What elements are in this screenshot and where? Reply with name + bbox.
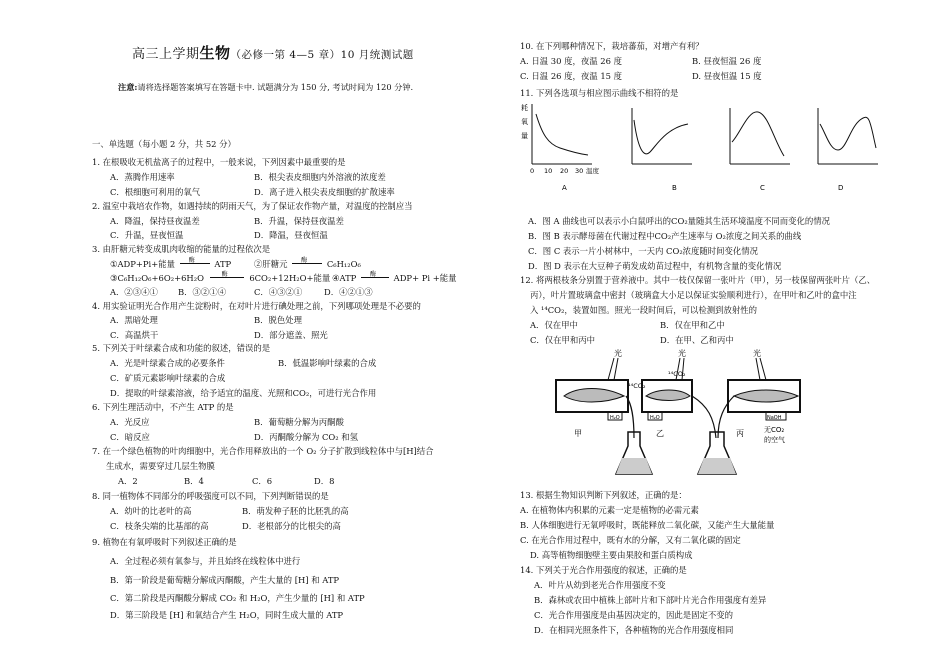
arrow-icon xyxy=(292,257,322,264)
graph-a-tick: 0 xyxy=(530,167,535,175)
leaf-yi-icon xyxy=(646,390,690,401)
graph-d-curve xyxy=(820,117,876,150)
q1-option-a: A．蒸腾作用速率 xyxy=(110,172,175,182)
air-label: 无CO₂ xyxy=(764,426,785,434)
leaf-bing-icon xyxy=(734,390,798,402)
box-label-yi: 乙 xyxy=(656,429,664,438)
q14-option-d: D．在相同光照条件下，各种植物的光合作用强度相同 xyxy=(534,625,734,635)
q1-stem: 1. 在根吸收无机盐离子的过程中，一般来说，下列因素中最重要的是 xyxy=(92,157,346,167)
q12-stem-cont: 丙），叶片置玻璃盒中密封（玻璃盒大小足以保证实验顺利进行），在甲叶和乙叶的盒中注 xyxy=(530,290,857,300)
enzyme-label: 酶 xyxy=(301,257,308,264)
q3-r1-right: ATP xyxy=(214,259,232,269)
enzyme-label: 酶 xyxy=(221,271,228,278)
q12-option-a: A．仅在甲中 xyxy=(530,320,578,330)
box-label-bing: 丙 xyxy=(736,429,744,438)
q13-option-a: A. 在植物体内积累的元素一定是植物的必需元素 xyxy=(520,505,699,515)
q13-stem: 13. 根据生物知识判断下列叙述，正确的是： xyxy=(520,490,687,500)
q7-option-a: A．2 xyxy=(118,476,138,486)
q14-option-b: B．森林或农田中植株上部叶片和下部叶片光合作用强度有差异 xyxy=(534,595,767,605)
q6-option-d: D．丙酮酸分解为 CO₂ 和氢 xyxy=(254,432,359,442)
graph-b-label: B xyxy=(672,184,677,192)
graph-a-tick: 10 xyxy=(544,167,553,175)
light-ray-icon xyxy=(614,358,618,380)
graph-c-label: C xyxy=(760,184,765,192)
q8-option-d: D．老根部分的比根尖的高 xyxy=(242,521,341,531)
q11-stem: 11. 下列各选项与相应图示曲线不相符的是 xyxy=(520,88,679,98)
q1-option-c: C．根细胞可利用的氧气 xyxy=(110,187,201,197)
q12-option-c: C．仅在甲和丙中 xyxy=(530,335,596,345)
q11-option-b: B．图 B 表示酵母菌在代谢过程中CO₂产生速率与 O₂浓度之间关系的曲线 xyxy=(528,231,802,241)
q3-r4-left: ④ATP xyxy=(332,273,357,283)
graph-a-tick: 20 xyxy=(560,167,569,175)
title-part: 高三上学期 xyxy=(132,47,200,62)
q8-stem: 8. 同一植物体不同部分的呼吸强度可以不同，下列判断错误的是 xyxy=(92,491,329,501)
q13-option-b: B. 人体细胞进行无氧呼吸时，既能释放二氧化碳，又能产生大量能量 xyxy=(520,520,775,530)
enzyme-label: 酶 xyxy=(370,271,377,278)
q11-option-a: A．图 A 曲线也可以表示小白鼠呼出的CO₂量随其生活环境温度不同而变化的情况 xyxy=(528,216,831,226)
q7-option-d: D．8 xyxy=(314,476,335,486)
graph-b-curve xyxy=(634,120,688,154)
q3-option-a: A．②③④① xyxy=(110,287,158,297)
q5-option-b: B．低温影响叶绿素的合成 xyxy=(278,358,377,368)
graph-a-xlabel: 温度 xyxy=(586,167,599,175)
graph-b xyxy=(632,108,692,192)
q11-graphs xyxy=(520,100,930,200)
q14-option-a: A．叶片从幼到老光合作用强度不变 xyxy=(534,580,666,590)
q3-r4-right: ADP+ Pi +能量 xyxy=(393,273,457,283)
q1-option-d: D．离子进入根尖表皮细胞的扩散速率 xyxy=(254,187,395,197)
graph-d xyxy=(818,108,878,192)
q9-option-a: A．全过程必须有氧参与，并且始终在线粒体中进行 xyxy=(110,556,301,566)
q9-option-d: D．第三阶段是 [H] 和氧结合产生 H₂O，同时生成大量的 ATP xyxy=(110,610,344,620)
nutrient-solution-1 xyxy=(616,458,652,474)
q2-option-b: B．升温，保持昼夜温差 xyxy=(254,216,344,226)
q3-r2-left: ②肝糖元 xyxy=(254,259,288,269)
nutrient-solution-2 xyxy=(698,458,736,474)
q5-option-c: C．矿质元素影响叶绿素的合成 xyxy=(110,373,226,383)
q6-option-b: B．葡萄糖分解为丙酮酸 xyxy=(254,417,344,427)
q4-option-a: A．黑暗处理 xyxy=(110,315,158,325)
q9-option-c: C．第二阶段是丙酮酸分解成 CO₂ 和 H₂O，产生少量的 [H] 和 ATP xyxy=(110,593,365,603)
graph-a-tick: 30 xyxy=(575,167,584,175)
q13-option-c: C. 在光合作用过程中，既有水的分解，又有二氧化碳的固定 xyxy=(520,535,741,545)
q8-option-a: A．幼叶的比老叶的高 xyxy=(110,506,192,516)
q4-option-c: C．高温烘干 xyxy=(110,330,159,340)
q6-stem: 6. 下列生理活动中，不产生 ATP 的是 xyxy=(92,402,234,412)
arrow-icon xyxy=(210,271,244,278)
light-label: 光 xyxy=(614,349,622,358)
q14-option-c: C．光合作用强度是由基因决定的，因此是固定不变的 xyxy=(534,610,734,620)
graph-a xyxy=(521,103,600,192)
q7-stem-cont: 生成水，需要穿过几层生物膜 xyxy=(106,461,215,471)
graph-a-label: A xyxy=(562,184,567,192)
q3-r3-left: ③C₆H₁₂O₆+6O₂+6H₂O xyxy=(110,273,204,283)
q7-option-b: B．4 xyxy=(184,476,204,486)
q10-option-c: C. 日温 26 度，夜温 15 度 xyxy=(520,71,623,81)
q2-stem: 2. 温室中栽培农作物，如遇持续的阴雨天气，为了保证农作物产量，对温度的控制应当 xyxy=(92,201,413,211)
q5-stem: 5. 下列关于叶绿素合成和功能的叙述，错误的是 xyxy=(92,343,271,353)
q10-option-a: A. 日温 30 度，夜温 26 度 xyxy=(520,56,622,66)
q8-option-b: B．萌发种子胚的比胚乳的高 xyxy=(242,506,349,516)
q2-option-d: D．降温，昼夜恒温 xyxy=(254,230,328,240)
q13-option-d: D. 高等植物细胞壁主要由果胶和蛋白质构成 xyxy=(530,550,693,560)
co2-label: ¹⁴CO₂ xyxy=(628,382,646,390)
q10-option-b: B. 昼夜恒温 26 度 xyxy=(692,56,762,66)
air-label: 的空气 xyxy=(764,436,785,444)
title-subject: 生物 xyxy=(199,44,231,62)
q12-option-d: D．在甲、乙和丙中 xyxy=(660,335,734,345)
q3-option-d: D．④②①③ xyxy=(324,287,373,297)
graph-a-ylabel-3: 量 xyxy=(521,132,528,140)
q9-stem: 9. 植物在有氧呼吸时下列叙述正确的是 xyxy=(92,537,237,547)
q3-r1-left: ①ADP+Pi+能量 xyxy=(110,259,176,269)
section-heading: 一、单选题（每小题 2 分，共 52 分） xyxy=(92,139,236,149)
q6-option-c: C．暗反应 xyxy=(110,432,150,442)
q12-stem-cont: 入 ¹⁴CO₂，装置如图。照光一段时间后，可以检测到放射性的 xyxy=(530,305,758,315)
q1-option-b: B．根尖表皮细胞内外溶液的浓度差 xyxy=(254,172,386,182)
q11-option-d: D．图 D 表示在大豆种子萌发成幼苗过程中，有机物含量的变化情况 xyxy=(528,261,782,271)
q9-option-b: B．第一阶段是葡萄糖分解成丙酮酸，产生大量的 [H] 和 ATP xyxy=(110,575,340,585)
light-ray-icon xyxy=(756,358,760,380)
graph-a-ylabel-2: 氧 xyxy=(521,118,528,126)
title-part: （必修一第 4—5 章）10 月统测试题 xyxy=(230,49,414,61)
leaf-jia-icon xyxy=(564,389,624,403)
note-text: 请将选择题答案填写在答题卡中. 试题满分为 150 分, 考试时间为 120 分钟. xyxy=(137,82,414,92)
box-label-jia: 甲 xyxy=(574,429,582,438)
q8-option-c: C．枝条尖端的比基部的高 xyxy=(110,521,209,531)
q2-option-a: A．降温，保持昼夜温差 xyxy=(110,216,200,226)
h2o-label: H₂O xyxy=(650,415,660,421)
page-title xyxy=(132,42,414,63)
q5-option-d: D．提取的叶绿素溶液，给予适宜的温度、光照和CO₂，可进行光合作用 xyxy=(110,388,377,398)
naoh-label: NaOH xyxy=(767,415,782,421)
note-label: 注意: xyxy=(118,82,138,92)
q3-stem: 3. 由肝糖元转变成肌肉收缩的能量的过程依次是 xyxy=(92,244,271,254)
light-ray-icon xyxy=(760,358,766,380)
light-label: 光 xyxy=(753,349,761,358)
graph-a-ylabel-1: 耗 xyxy=(521,104,528,112)
q11-option-c: C．图 C 表示一片小树林中，一天内 CO₂浓度随时间变化情况 xyxy=(528,246,759,256)
q3-r2-right: C₆H₁₂O₆ xyxy=(326,259,361,269)
q7-option-c: C．6 xyxy=(252,476,273,486)
graph-d-label: D xyxy=(838,184,844,192)
exam-note xyxy=(118,82,413,93)
graph-a-curve xyxy=(536,114,588,155)
q4-stem: 4. 用实验证明光合作用产生淀粉时，在对叶片进行碘处理之前，下列哪项处理是不必要的 xyxy=(92,301,421,311)
graph-c xyxy=(730,108,790,192)
arrow-icon xyxy=(361,271,389,278)
q2-option-c: C．升温，昼夜恒温 xyxy=(110,230,184,240)
q14-stem: 14. 下列关于光合作用强度的叙述，正确的是 xyxy=(520,565,687,575)
q4-option-d: D．部分遮盖、照光 xyxy=(254,330,328,340)
q6-option-a: A．光反应 xyxy=(110,417,150,427)
h2o-label: H₂O xyxy=(610,415,620,421)
arrow-icon xyxy=(180,257,210,264)
q3-option-b: B．③②①④ xyxy=(178,287,227,297)
q5-option-a: A．光是叶绿素合成的必要条件 xyxy=(110,358,225,368)
co2-label: ¹⁴CO₂ xyxy=(668,370,686,378)
q4-option-b: B．脱色处理 xyxy=(254,315,303,325)
q12-option-b: B．仅在甲和乙中 xyxy=(660,320,725,330)
q7-stem: 7. 在一个绿色植物的叶肉细胞中，光合作用释放出的一个 O₂ 分子扩散到线粒体中与[H]结合 xyxy=(92,446,434,456)
q12-apparatus xyxy=(548,346,818,478)
light-ray-icon xyxy=(608,358,614,380)
graph-c-curve xyxy=(732,112,784,156)
q3-r3-right: 6CO₂+12H₂O+能量 xyxy=(249,273,331,283)
q10-stem: 10. 在下列哪种情况下，栽培蕃茄，对增产有利？ xyxy=(520,41,704,51)
light-label: 光 xyxy=(678,349,686,358)
q12-stem: 12. 将两根枝条分别置于营养液中。其中一枝仅保留一张叶片（甲），另一枝保留两张叶片（乙、 xyxy=(520,275,876,285)
enzyme-label: 酶 xyxy=(188,257,195,264)
q3-option-c: C．④③②① xyxy=(254,287,303,297)
q10-option-d: D. 昼夜恒温 15 度 xyxy=(692,71,762,81)
